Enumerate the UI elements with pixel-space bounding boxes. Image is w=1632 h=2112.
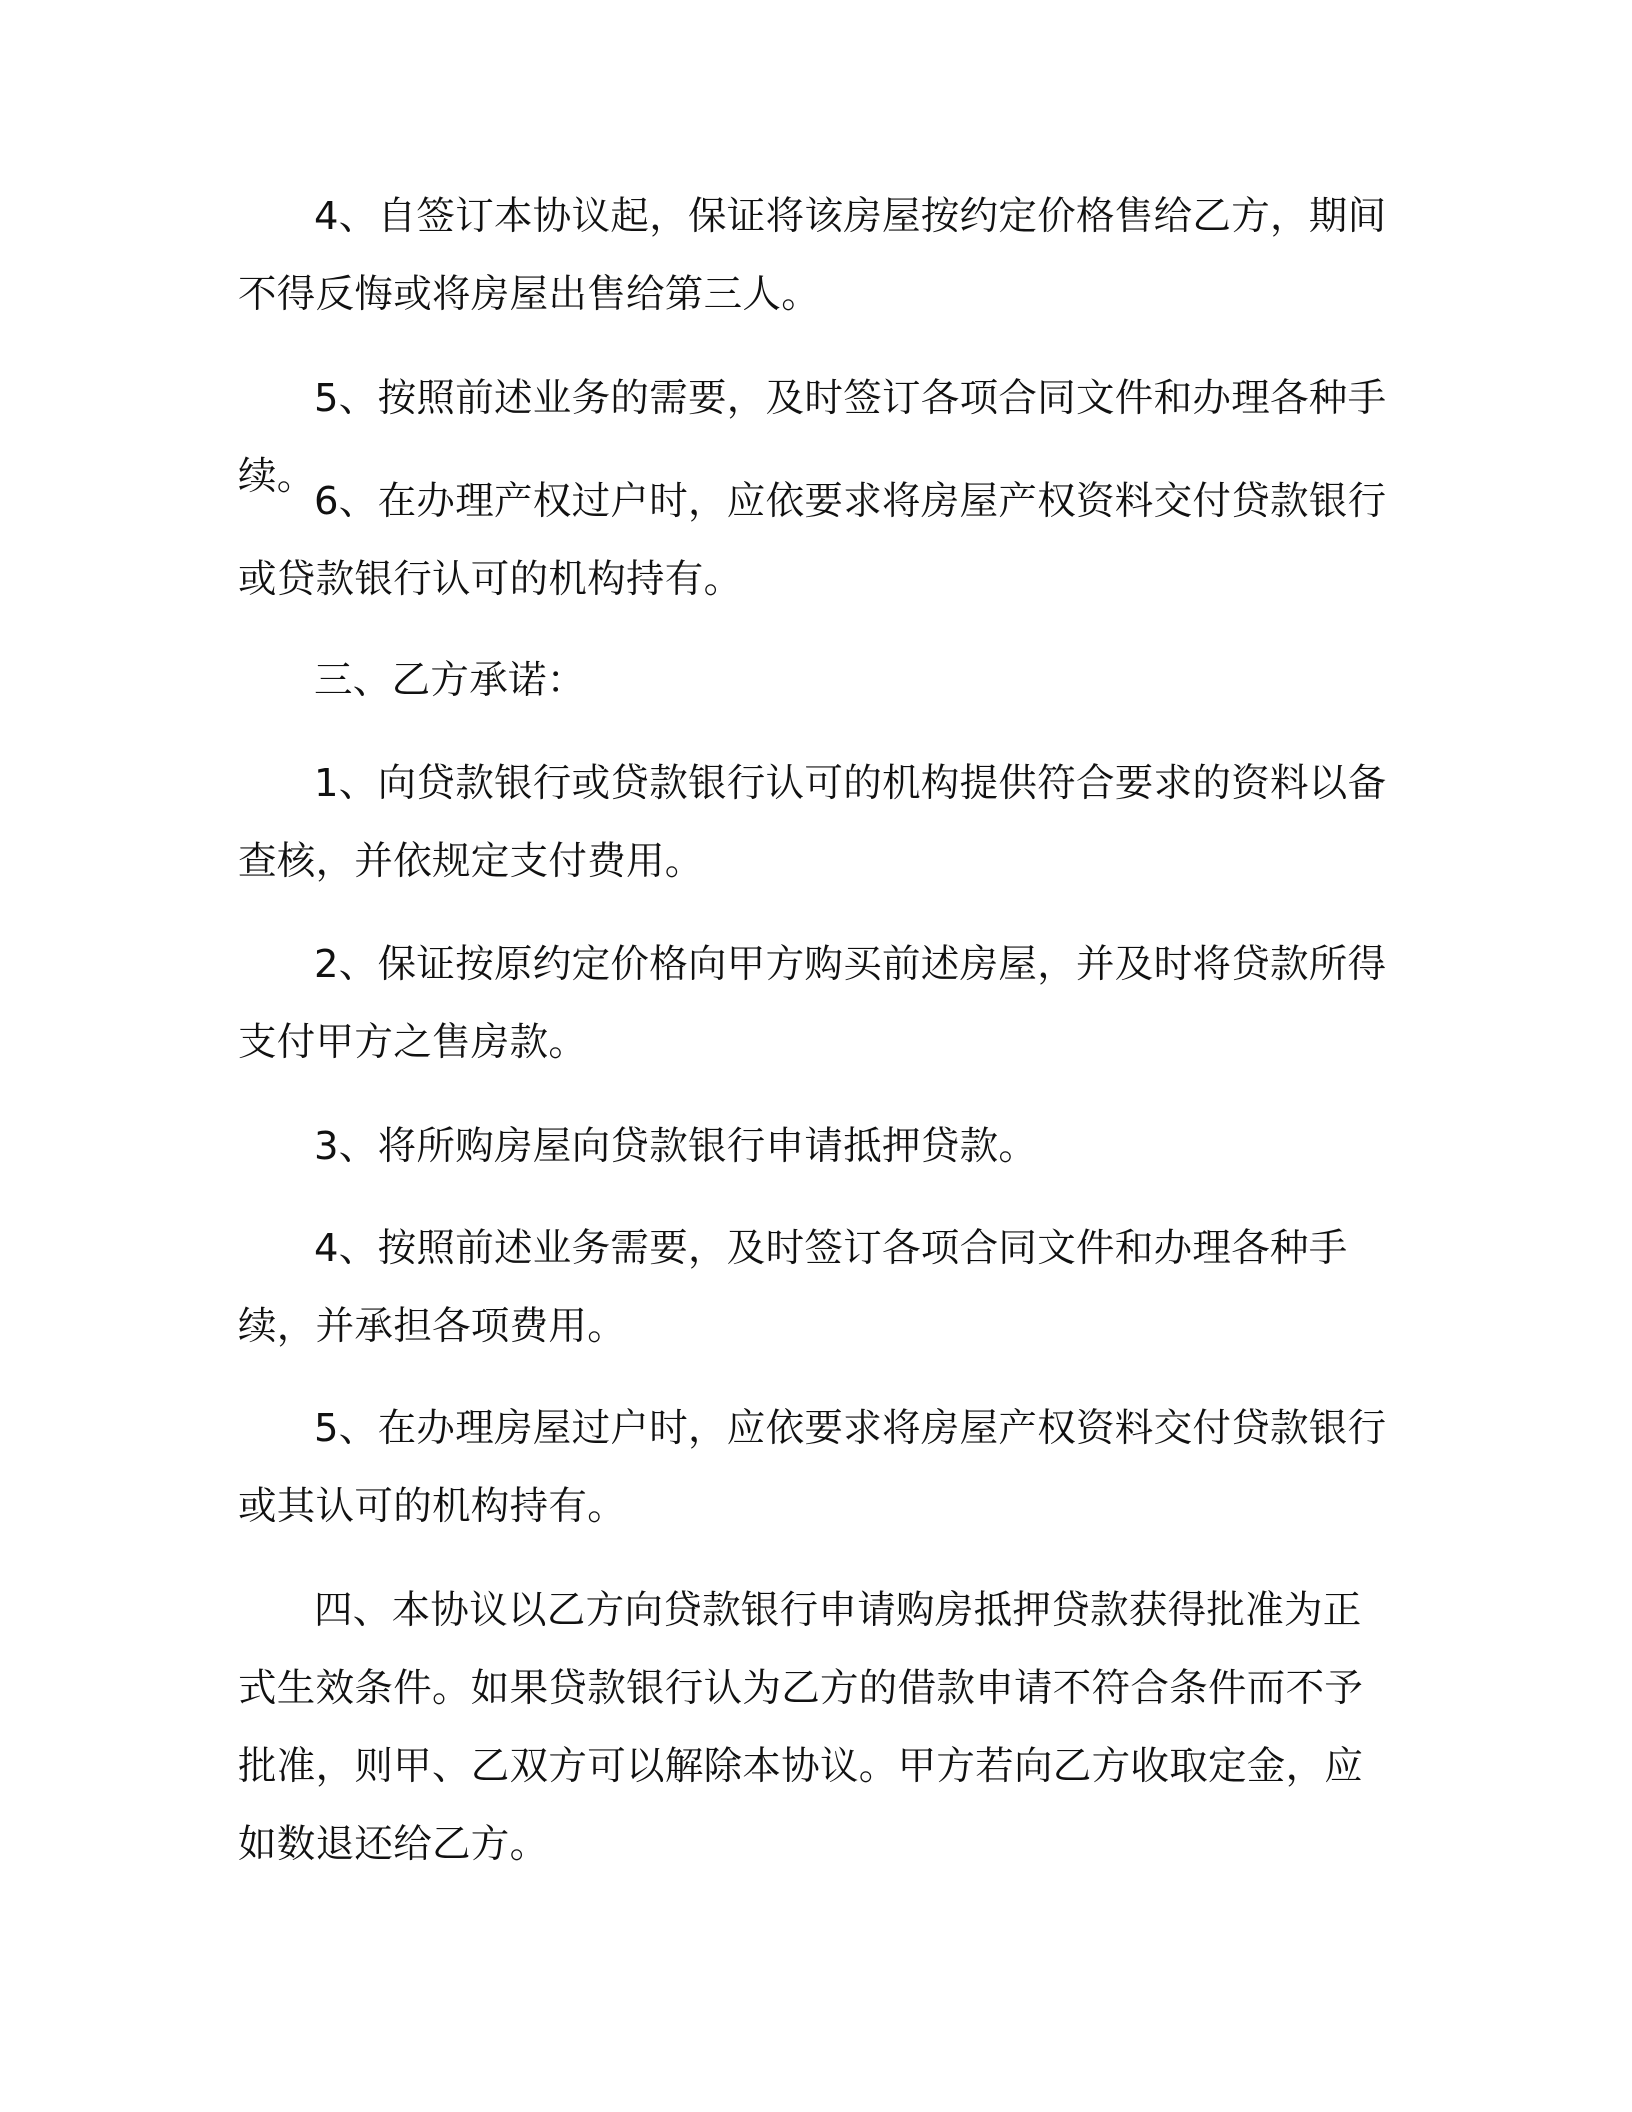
clause-seller-5: 5、按照前述业务的需要，及时签订各项合同文件和办理各种手续。 [238, 376, 1387, 499]
clause-buyer-2: 2、保证按原约定价格向甲方购买前述房屋，并及时将贷款所得支付甲方之售房款。 [238, 942, 1387, 1065]
clause-buyer-3: 3、将所购房屋向贷款银行申请抵押贷款。 [314, 1124, 1038, 1169]
section-heading-buyer-promises: 三、乙方承诺： [314, 658, 586, 703]
clause-seller-4: 4、自签订本协议起，保证将该房屋按约定价格售给乙方，期间不得反悔或将房屋出售给第三人。 [238, 194, 1387, 317]
clause-buyer-1: 1、向贷款银行或贷款银行认可的机构提供符合要求的资料以备查核，并依规定支付费用。 [238, 761, 1387, 884]
clause-four-effectiveness: 四、本协议以乙方向贷款银行申请购房抵押贷款获得批准为正式生效条件。如果贷款银行认为乙方的借款申请不符合条件而不予批准，则甲、乙双方可以解除本协议。甲方若向乙方收取定金，应如数退还给乙方。 [238, 1588, 1364, 1867]
clause-buyer-4: 4、按照前述业务需要，及时签订各项合同文件和办理各种手续，并承担各项费用。 [238, 1226, 1348, 1349]
clause-buyer-5: 5、在办理房屋过户时，应依要求将房屋产权资料交付贷款银行或其认可的机构持有。 [238, 1406, 1387, 1529]
clause-seller-6: 6、在办理产权过户时，应依要求将房屋产权资料交付贷款银行或贷款银行认可的机构持有。 [238, 479, 1387, 602]
